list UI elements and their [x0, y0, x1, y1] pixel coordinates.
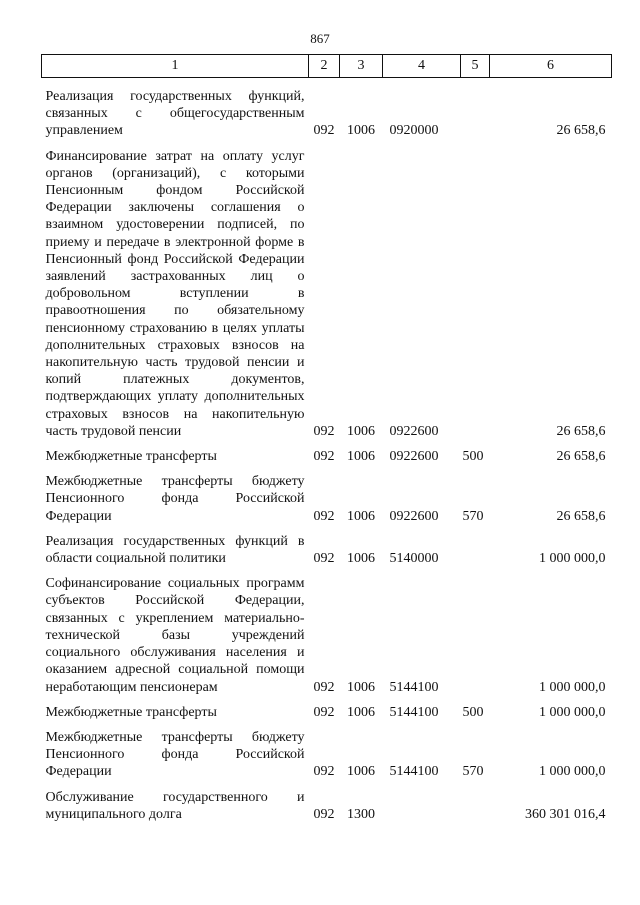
row-amount: 1 000 000,0	[539, 764, 606, 780]
row-target-code: 5140000	[389, 551, 439, 567]
row-expense-type-code	[461, 525, 490, 567]
row-section-code: 1006	[347, 679, 375, 695]
row-name: Межбюджетные трансферты бюджету Пенсионного фонда Российской Федерации	[45, 729, 305, 780]
row-ministry-code: 092	[313, 704, 335, 720]
row-name: Обслуживание государственного и муниципального долга	[45, 789, 305, 822]
table-header-row	[42, 55, 612, 78]
row-target-code: 5144100	[389, 679, 439, 695]
row-name: Межбюджетные трансферты	[45, 704, 217, 720]
row-section-code: 1006	[347, 704, 375, 720]
table-row	[42, 721, 612, 781]
row-name: Межбюджетные трансферты бюджету Пенсионного фонда Российской Федерации	[45, 474, 305, 524]
row-amount: 26 658,6	[556, 423, 606, 439]
row-section-code: 1006	[347, 551, 375, 567]
row-target-code	[383, 781, 461, 823]
row-amount: 360 301 016,4	[525, 806, 606, 822]
row-ministry-code: 092	[313, 679, 335, 695]
row-expense-type-code	[461, 140, 490, 440]
row-expense-type-code: 570	[462, 764, 484, 780]
column-header-3: 3	[340, 55, 383, 78]
row-expense-type-code: 570	[462, 508, 484, 524]
table-row	[42, 567, 612, 695]
row-amount: 1 000 000,0	[539, 679, 606, 695]
row-target-code: 0920000	[389, 123, 439, 139]
row-expense-type-code	[461, 781, 490, 823]
table-row	[42, 696, 612, 721]
row-name: Реализация государственных функций, связанных с общегосударственным управлением	[45, 89, 305, 139]
row-target-code: 0922600	[389, 423, 439, 439]
row-name: Финансирование затрат на оплату услуг органов (организаций), с которыми Пенсионным фондом Российской Федерации заключены соглашения о взаимном удостоверении подписей, по приему и передаче в электронной форме в Пенсионный фонд Российской Федерации заявлений застрахованных лиц о добровольном вступлении в правоотношения по обязательному пенсионному страхованию в целях уплаты дополнительных страховых взносов на накопительную часть трудовой пенсии и копий платежных документов, подтверждающих уплату дополнительных страховых взносов на накопительную часть трудовой пенсии	[45, 148, 305, 439]
row-amount: 26 658,6	[556, 123, 606, 139]
row-name: Межбюджетные трансферты	[45, 449, 217, 465]
column-header-5: 5	[461, 55, 490, 78]
table-row	[42, 140, 612, 440]
row-section-code: 1006	[347, 123, 375, 139]
table-row	[42, 78, 612, 140]
row-section-code: 1006	[347, 449, 375, 465]
row-ministry-code: 092	[313, 806, 335, 822]
row-amount: 1 000 000,0	[539, 704, 606, 720]
row-section-code: 1006	[347, 508, 375, 524]
row-ministry-code: 092	[313, 123, 335, 139]
row-ministry-code: 092	[313, 449, 335, 465]
row-name: Реализация государственных функций в области социальной политики	[45, 533, 305, 567]
budget-table	[41, 54, 612, 823]
row-ministry-code: 092	[313, 551, 335, 567]
row-ministry-code: 092	[313, 423, 335, 439]
row-target-code: 0922600	[389, 449, 439, 465]
row-name: Софинансирование социальных программ субъектов Российской Федерации, связанных с укреплением материально-технической базы учреждений социального обслуживания населения и оказанием адресной социальной помощи неработающим пенсионерам	[45, 576, 305, 695]
table-row	[42, 525, 612, 567]
row-expense-type-code	[461, 567, 490, 695]
row-target-code: 0922600	[389, 508, 439, 524]
row-target-code: 5144100	[389, 764, 439, 780]
column-header-2: 2	[309, 55, 340, 78]
table-row	[42, 440, 612, 465]
row-section-code: 1006	[347, 764, 375, 780]
row-expense-type-code: 500	[462, 704, 484, 720]
column-header-4: 4	[383, 55, 461, 78]
table-row	[42, 465, 612, 525]
row-amount: 26 658,6	[556, 449, 606, 465]
column-header-1: 1	[42, 55, 309, 78]
row-expense-type-code	[461, 78, 490, 140]
column-header-6: 6	[490, 55, 612, 78]
table-row	[42, 781, 612, 823]
row-amount: 26 658,6	[556, 508, 606, 524]
row-section-code: 1006	[347, 423, 375, 439]
row-ministry-code: 092	[313, 764, 335, 780]
row-ministry-code: 092	[313, 508, 335, 524]
row-target-code: 5144100	[389, 704, 439, 720]
row-expense-type-code: 500	[462, 449, 484, 465]
row-amount: 1 000 000,0	[539, 551, 606, 567]
row-section-code: 1300	[347, 806, 375, 822]
page-number: 867	[310, 31, 330, 46]
